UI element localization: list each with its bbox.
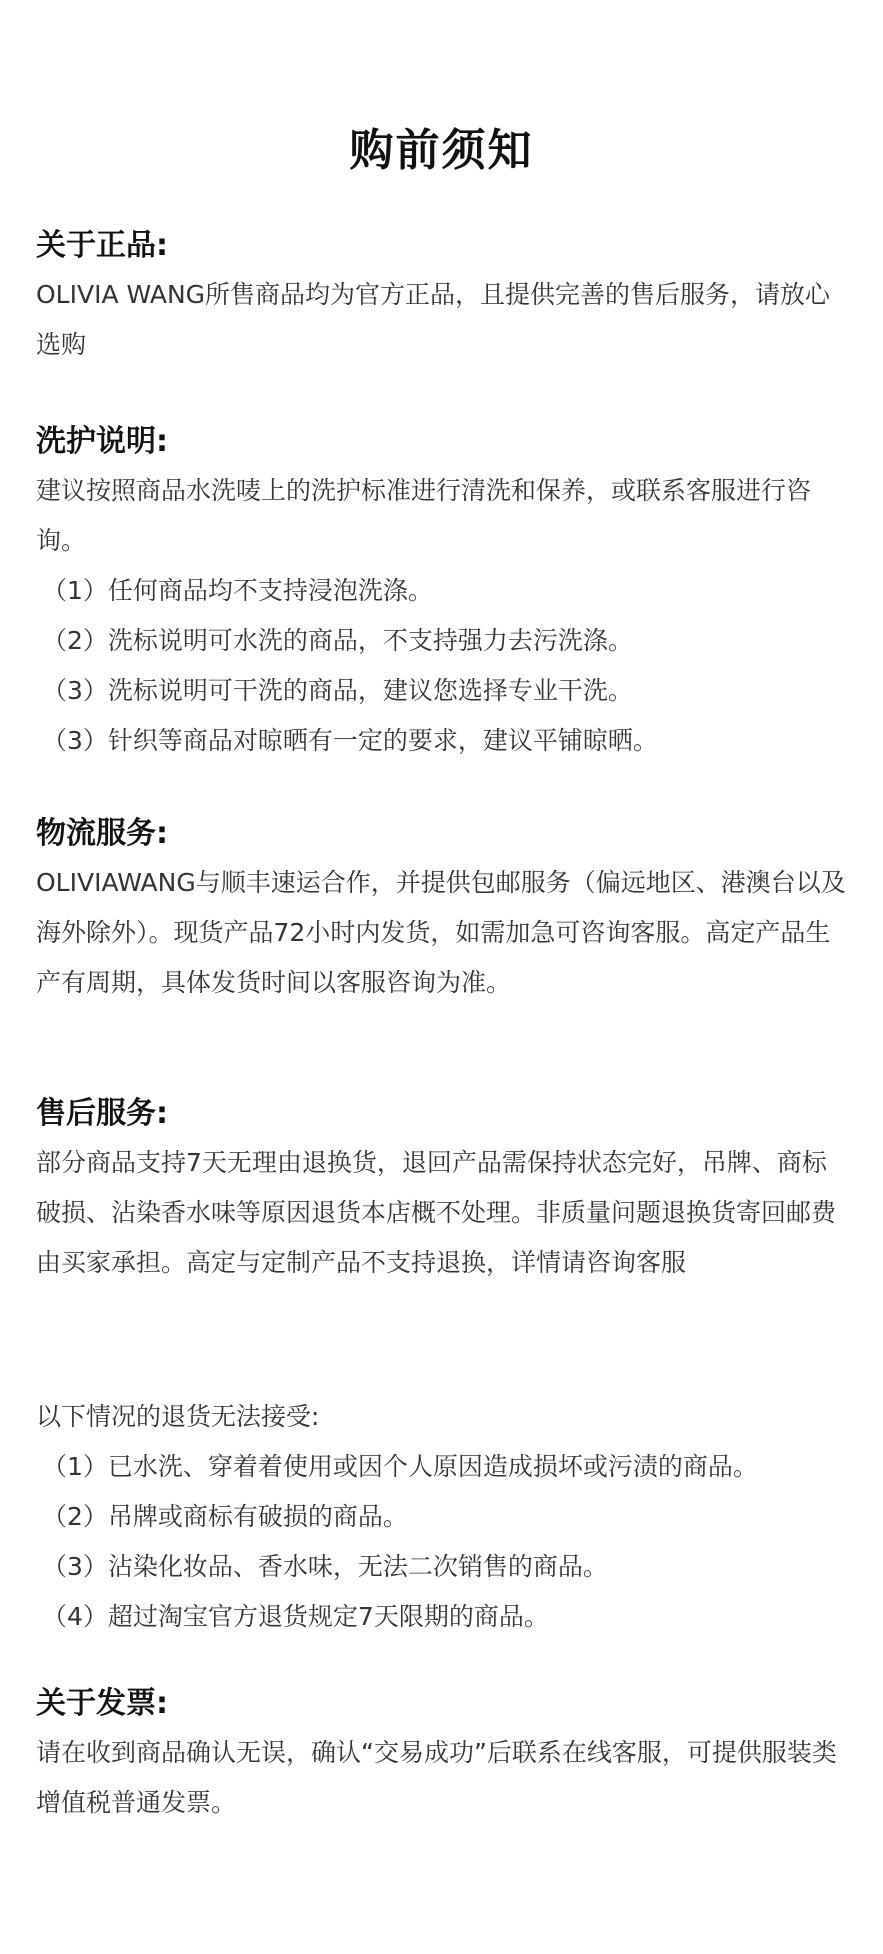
returns-section — [36, 1392, 851, 1642]
care-item: （3）洗标说明可干洗的商品，建议您选择专业干洗。 — [42, 676, 633, 705]
returns-item: （3）沾染化妆品、香水味，无法二次销售的商品。 — [42, 1552, 608, 1581]
invoice-section — [36, 1680, 851, 1828]
care-item: （2）洗标说明可水洗的商品，不支持强力去污洗涤。 — [42, 626, 633, 655]
aftersale-text: 部分商品支持7天无理由退换货，退回产品需保持状态完好，吊牌、商标破损、沾染香水味等原因退货本店概不处理。非质量问题退换货寄回邮费由买家承担。高定与定制产品不支持退换，详情请咨询客服 — [36, 1148, 837, 1277]
returns-item: （1）已水洗、穿着着使用或因个人原因造成损坏或污渍的商品。 — [42, 1452, 758, 1481]
logistics-heading: 物流服务: — [36, 816, 168, 851]
logistics-text: OLIVIAWANG与顺丰速运合作，并提供包邮服务（偏远地区、港澳台以及海外除外）。现货产品72小时内发货，如需加急可咨询客服。高定产品生产有周期，具体发货时间以客服咨询为准。 — [36, 868, 846, 997]
aftersale-heading: 售后服务: — [36, 1096, 168, 1131]
returns-intro: 以下情况的退货无法接受: — [36, 1402, 320, 1431]
authentic-text: OLIVIA WANG所售商品均为官方正品，且提供完善的售后服务，请放心选购 — [36, 280, 831, 359]
care-text: 建议按照商品水洗唛上的洗护标准进行清洗和保养，或联系客服进行咨询。 — [36, 476, 812, 555]
returns-item: （2）吊牌或商标有破损的商品。 — [42, 1502, 408, 1531]
care-item: （1）任何商品均不支持浸泡洗涤。 — [42, 576, 433, 605]
care-section — [36, 418, 851, 766]
invoice-heading: 关于发票: — [36, 1686, 168, 1721]
page-title: 购前须知 — [349, 125, 534, 177]
logistics-section — [36, 810, 851, 1008]
authentic-section — [36, 222, 851, 370]
returns-item: （4）超过淘宝官方退货规定7天限期的商品。 — [42, 1602, 549, 1631]
invoice-text: 请在收到商品确认无误，确认“交易成功”后联系在线客服，可提供服装类增值税普通发票。 — [36, 1738, 837, 1817]
aftersale-section — [36, 1090, 851, 1288]
care-heading: 洗护说明: — [36, 424, 168, 459]
care-item: （3）针织等商品对晾晒有一定的要求，建议平铺晾晒。 — [42, 726, 658, 755]
authentic-heading: 关于正品: — [36, 228, 168, 263]
